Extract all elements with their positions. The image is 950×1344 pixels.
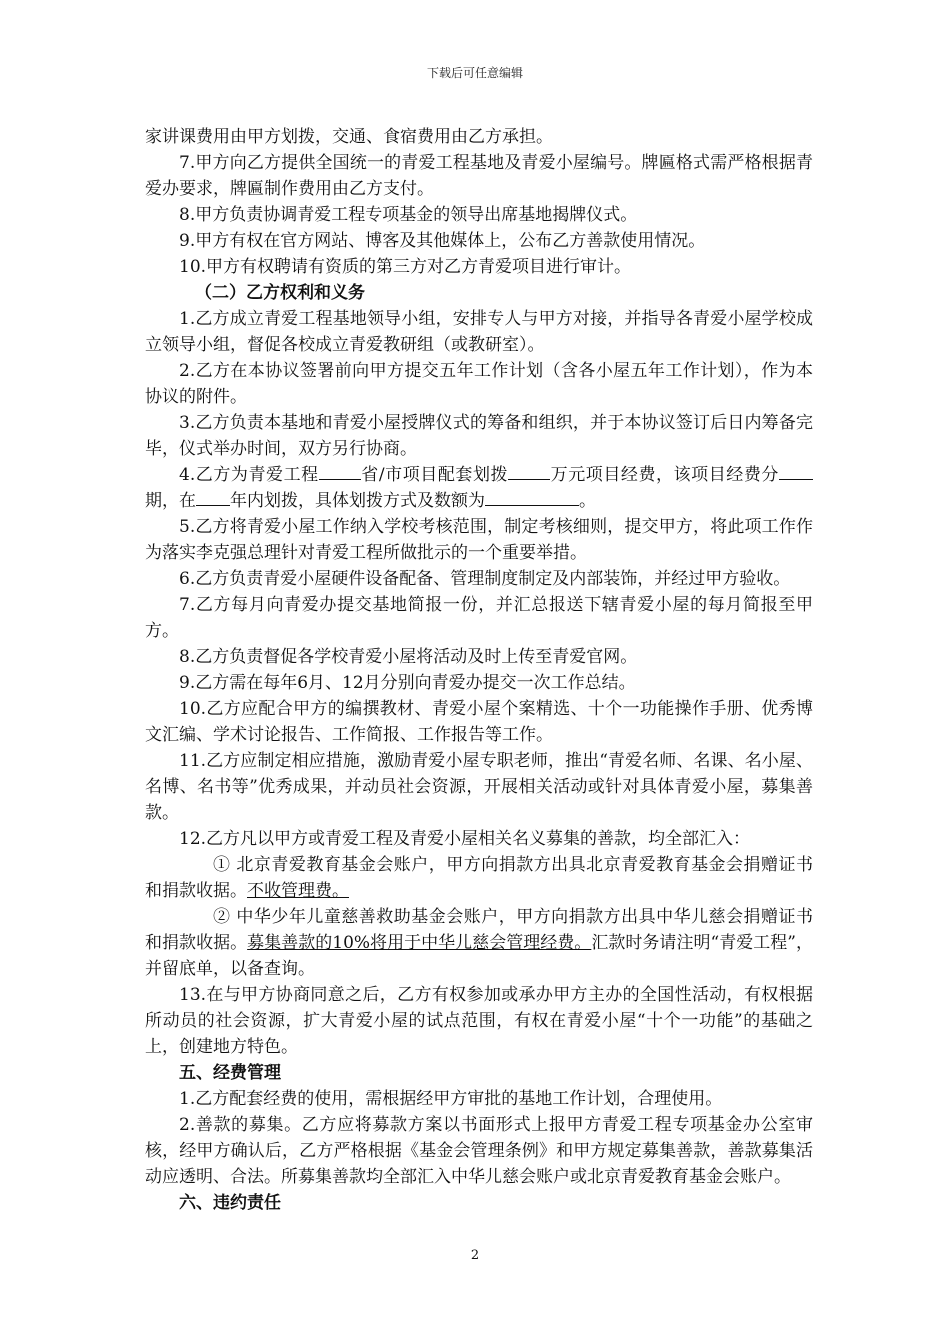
page-number: 2 (470, 1248, 480, 1263)
paragraph: 9.乙方需在每年6月、12月分别向青爱办提交一次工作总结。 (179, 673, 636, 693)
text: 。 (579, 491, 596, 511)
paragraph: 9.甲方有权在官方网站、博客及其他媒体上，公布乙方善款使用情况。 (179, 231, 706, 251)
fill-blank (779, 462, 813, 480)
paragraph: 家讲课费用由甲方划拨，交通、食宿费用由乙方承担。 (145, 127, 553, 147)
paragraph: 10.甲方有权聘请有资质的第三方对乙方青爱项目进行审计。 (179, 257, 632, 277)
paragraph: 2.乙方在本协议签署前向甲方提交五年工作计划（含各小屋五年工作计划），作为本协议的附件。 (145, 361, 813, 407)
fill-blank (485, 488, 579, 506)
fill-blank (319, 462, 361, 480)
fill-blank (196, 488, 230, 506)
underlined-text: 不收管理费。 (247, 881, 349, 901)
paragraph: 11.乙方应制定相应措施，激励青爱小屋专职老师，推出“青爱名师、名课、名小屋、名博、名书等”优秀成果，并动员社会资源，开展相关活动或针对具体青爱小屋，募集善款。 (145, 751, 813, 823)
paragraph: 13.在与甲方协商同意之后，乙方有权参加或承办甲方主办的全国性活动，有权根据所动员的社会资源，扩大青爱小屋的试点范围，有权在青爱小屋“十个一功能”的基础之上，创建地方特色。 (145, 985, 813, 1057)
text: 期，在 (145, 491, 196, 511)
section-heading: 六、违约责任 (179, 1193, 281, 1213)
text: 省/市项目配套划拨 (360, 465, 509, 485)
paragraph-with-blanks (145, 462, 813, 514)
paragraph (145, 852, 813, 904)
paragraph: 1.乙方成立青爱工程基地领导小组，安排专人与甲方对接，并指导各青爱小屋学校成立领导小组，督促各校成立青爱教研组（或教研室）。 (145, 309, 813, 355)
paragraph: 7.甲方向乙方提供全国统一的青爱工程基地及青爱小屋编号。牌匾格式需严格根据青爱办要求，牌匾制作费用由乙方支付。 (145, 153, 813, 199)
text: 万元项目经费，该项目经费分 (550, 465, 779, 485)
paragraph: 1.乙方配套经费的使用，需根据经甲方审批的基地工作计划，合理使用。 (179, 1089, 723, 1109)
section-heading: （二）乙方权利和义务 (195, 283, 365, 303)
fill-blank (508, 462, 550, 480)
document-body (145, 124, 813, 1216)
paragraph: 8.乙方负责督促各学校青爱小屋将活动及时上传至青爱官网。 (179, 647, 638, 667)
paragraph: 12.乙方凡以甲方或青爱工程及青爱小屋相关名义募集的善款，均全部汇入： (179, 829, 751, 849)
section-heading: 五、经费管理 (179, 1063, 281, 1083)
paragraph: 6.乙方负责青爱小屋硬件设备配备、管理制度制定及内部装饰，并经过甲方验收。 (179, 569, 791, 589)
text: 年内划拨，具体划拨方式及数额为 (230, 491, 485, 511)
underlined-text: 募集善款的10%将用于中华儿慈会管理经费。 (247, 933, 592, 953)
paragraph: 8.甲方负责协调青爱工程专项基金的领导出席基地揭牌仪式。 (179, 205, 638, 225)
text: ① 北京青爱教育基金会账户，甲方向捐款方出具北京青爱教育基金会捐赠证书和捐款收据。 (145, 855, 813, 901)
paragraph: 10.乙方应配合甲方的编撰教材、青爱小屋个案精选、十个一功能操作手册、优秀博文汇编、学术讨论报告、工作简报、工作报告等工作。 (145, 699, 813, 745)
text: ② 中华少年儿童慈善救助基金会账户，甲方向捐款方出具中华儿慈会捐赠证书和捐款收据。 (145, 907, 813, 953)
paragraph (145, 904, 813, 982)
paragraph: 5.乙方将青爱小屋工作纳入学校考核范围，制定考核细则，提交甲方，将此项工作作为落实李克强总理针对青爱工程所做批示的一个重要举措。 (145, 517, 813, 563)
paragraph: 7.乙方每月向青爱办提交基地简报一份，并汇总报送下辖青爱小屋的每月简报至甲方。 (145, 595, 813, 641)
paragraph: 2.善款的募集。乙方应将募款方案以书面形式上报甲方青爱工程专项基金办公室审核，经甲方确认后，乙方严格根据《基金会管理条例》和甲方规定募集善款，善款募集活动应透明、合法。所募集善款均全部汇入中华儿慈会账户或北京青爱教育基金会账户。 (145, 1115, 813, 1187)
paragraph: 3.乙方负责本基地和青爱小屋授牌仪式的筹备和组织，并于本协议签订后日内筹备完毕，仪式举办时间，双方另行协商。 (145, 413, 813, 459)
text: 汇款时务请注明“青爱工程”，并留底单，以备查询。 (145, 933, 814, 979)
page-header: 下载后可任意编辑 (426, 66, 523, 80)
text: 4.乙方为青爱工程 (179, 465, 319, 485)
